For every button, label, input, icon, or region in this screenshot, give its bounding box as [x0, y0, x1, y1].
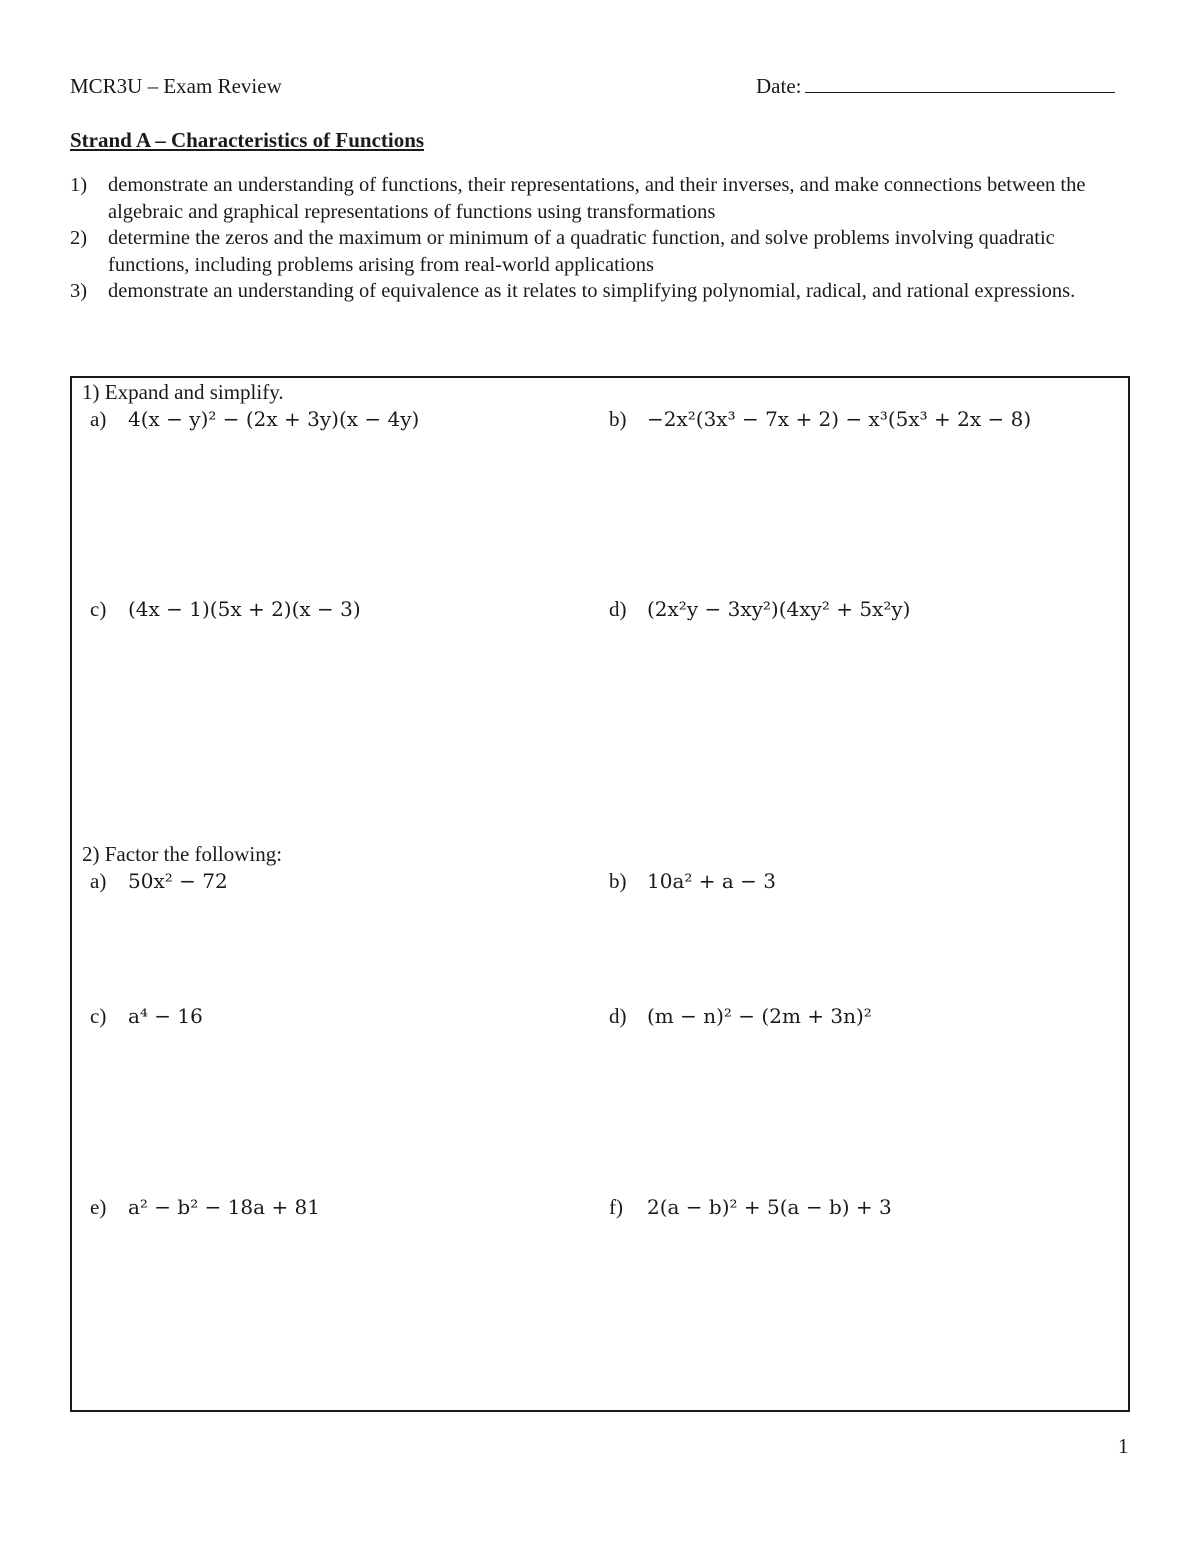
- part-label: f): [609, 1195, 623, 1219]
- q1-part-a: [90, 407, 419, 432]
- page-number: 1: [1118, 1434, 1129, 1458]
- expectation-item: [70, 172, 1135, 225]
- expression: (4x − 1)(5x + 2)(x − 3): [128, 597, 361, 621]
- part-label: b): [609, 407, 627, 431]
- part-label: b): [609, 869, 627, 893]
- expectation-number: 2): [70, 227, 88, 249]
- question-1-title: 1) Expand and simplify.: [82, 380, 284, 404]
- expression: 50x² − 72: [128, 869, 228, 893]
- expression: 10a² + a − 3: [647, 869, 776, 893]
- part-label: c): [90, 597, 107, 621]
- q2-part-b: [609, 869, 776, 894]
- q2-part-d: [609, 1004, 872, 1029]
- date-field: [756, 74, 1115, 99]
- expression: (2x²y − 3xy²)(4xy² + 5x²y): [647, 597, 911, 621]
- part-label: d): [609, 1004, 627, 1028]
- expression: −2x²(3x³ − 7x + 2) − x³(5x³ + 2x − 8): [647, 407, 1032, 431]
- date-label: Date:: [756, 74, 802, 98]
- q2-part-a: [90, 869, 228, 894]
- part-label: a): [90, 407, 107, 431]
- part-label: d): [609, 597, 627, 621]
- expectation-text: demonstrate an understanding of equivalence as it relates to simplifying polynomial, radical, and rational expressions.: [108, 280, 1076, 302]
- expectation-text: demonstrate an understanding of functions, their representations, and their inverses, and make connections between the algebraic and graphical representations of functions using transformations: [108, 174, 1086, 223]
- strand-title: Strand A – Characteristics of Functions: [70, 128, 425, 152]
- expectation-number: 1): [70, 174, 88, 196]
- expectation-item: [70, 278, 1135, 305]
- expectation-item: [70, 225, 1135, 278]
- course-title: MCR3U – Exam Review: [70, 74, 282, 98]
- expression: a⁴ − 16: [128, 1004, 203, 1028]
- q2-part-f: [609, 1195, 892, 1220]
- expression: (m − n)² − (2m + 3n)²: [647, 1004, 872, 1028]
- part-label: a): [90, 869, 107, 893]
- questions-box: [70, 376, 1130, 1412]
- expectation-number: 3): [70, 280, 88, 302]
- part-label: e): [90, 1195, 107, 1219]
- q2-part-e: [90, 1195, 320, 1220]
- q1-part-d: [609, 597, 910, 622]
- q1-part-b: [609, 407, 1031, 432]
- expression: a² − b² − 18a + 81: [128, 1195, 321, 1219]
- expression: 4(x − y)² − (2x + 3y)(x − 4y): [128, 407, 420, 431]
- q1-part-c: [90, 597, 361, 622]
- expression: 2(a − b)² + 5(a − b) + 3: [647, 1195, 892, 1219]
- question-2-title: 2) Factor the following:: [82, 842, 283, 866]
- expectation-text: determine the zeros and the maximum or minimum of a quadratic function, and solve problems involving quadratic functions, including problems arising from real-world applications: [108, 227, 1055, 276]
- date-blank-line: [805, 76, 1115, 93]
- part-label: c): [90, 1004, 107, 1028]
- q2-part-c: [90, 1004, 203, 1029]
- expectations-list: [70, 172, 1135, 305]
